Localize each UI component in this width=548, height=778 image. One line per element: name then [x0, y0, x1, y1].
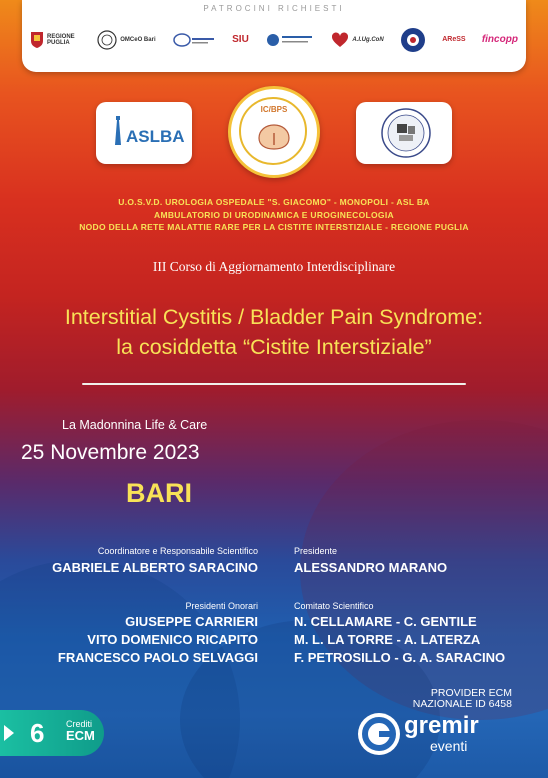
provider-info	[406, 688, 512, 710]
medical-society-logo-icon	[172, 32, 216, 48]
sponsor-omceo	[97, 30, 155, 50]
uro-society-icon	[400, 27, 426, 53]
gremir-name: gremir	[404, 712, 479, 739]
gremir-logo-icon	[358, 713, 400, 755]
institution-line: U.O.S.V.D. UROLOGIA OSPEDALE "S. GIACOMO" - MONOPOLI - ASL BA	[118, 197, 430, 207]
institution-block	[0, 196, 548, 234]
aress-label: AReSS	[442, 36, 466, 44]
provider-line-1: PROVIDER ECM	[430, 687, 512, 699]
sponsor-sigle	[172, 32, 216, 48]
institution-line: AMBULATORIO DI URODINAMICA E UROGINECOLOGIA	[154, 209, 394, 220]
president-label: Presidente	[294, 546, 338, 556]
sponsor-fincopp	[482, 35, 518, 46]
honorary-name: GIUSEPPE CARRIERI	[125, 614, 258, 629]
committee-label: Comitato Scientifico	[294, 601, 374, 611]
siu-label: SIU	[232, 33, 249, 45]
patrocini-label: PATROCINI RICHIESTI	[203, 4, 345, 13]
gremir-eventi: eventi	[430, 738, 468, 754]
sponsor-logos	[30, 18, 518, 62]
committee-name: M. L. LA TORRE - A. LATERZA	[294, 632, 481, 647]
omceo-label: OMCeO Bari	[120, 36, 156, 43]
sponsor-regione-puglia	[30, 31, 81, 49]
regione-label: REGIONE PUGLIA	[47, 33, 75, 46]
title-line-1: Interstitial Cystitis / Bladder Pain Syndrome:	[64, 305, 484, 329]
credit-text	[66, 718, 95, 743]
sponsor-aiucg	[331, 32, 383, 48]
sponsor-circle-logo	[400, 27, 426, 53]
title-underline	[82, 383, 466, 385]
diagnostic-seal-icon	[380, 107, 432, 159]
coordinator-label: Coordinatore e Responsabile Scientifico	[97, 546, 258, 556]
asl-logo-card	[96, 102, 192, 164]
title-line-2: la cosiddetta “Cistite Interstiziale”	[116, 335, 432, 359]
sponsor-bar	[22, 0, 526, 72]
society-emblem-icon	[265, 32, 315, 48]
venue: La Madonnina Life & Care	[62, 418, 208, 432]
credit-number: 6	[30, 718, 45, 748]
course-subtitle: III Corso di Aggiornamento Interdisciplinare	[152, 259, 396, 274]
coordinator-name: GABRIELE ALBERTO SARACINO	[52, 560, 258, 575]
president-name: ALESSANDRO MARANO	[294, 560, 448, 575]
sponsor-society	[265, 32, 315, 48]
institution-line: NODO DELLA RETE MALATTIE RARE PER LA CISTITE INTERSTIZIALE - REGIONE PUGLIA	[79, 222, 469, 232]
omceo-seal-icon	[97, 30, 117, 50]
honorary-name: VITO DOMENICO RICAPITO	[87, 632, 258, 647]
icbps-logo-text: IC/BPS	[260, 105, 288, 114]
credit-label: Crediti	[66, 719, 93, 729]
credit-ecm: ECM	[66, 728, 95, 743]
fincopp-label: fincopp	[481, 33, 518, 45]
arrow-icon	[4, 725, 14, 741]
bladder-icon	[257, 123, 291, 151]
honorary-name: FRANCESCO PAOLO SELVAGGI	[57, 650, 258, 665]
provider-line-2: NAZIONALE ID 6458	[412, 698, 512, 710]
aiucg-label: A.I.Ug.CoN	[352, 36, 384, 43]
asl-logo-text: ASLBA	[126, 127, 185, 146]
honorary-names	[58, 613, 258, 667]
sponsor-aress	[442, 36, 465, 43]
event-date: 25 Novembre 2023	[21, 441, 200, 464]
committee-name: F. PETROSILLO - G. A. SARACINO	[294, 650, 506, 665]
lighthouse-icon	[112, 116, 124, 146]
regione-crest-icon	[30, 31, 44, 49]
event-title	[0, 302, 548, 362]
committee-name: N. CELLAMARE - C. GENTILE	[294, 614, 477, 629]
committee-names	[294, 613, 505, 667]
sponsor-siu	[232, 35, 249, 46]
ecm-credits-badge	[0, 710, 104, 756]
icbps-logo	[228, 86, 320, 178]
heart-emblem-icon	[331, 32, 349, 48]
event-city: BARI	[126, 478, 192, 508]
honorary-label: Presidenti Onorari	[185, 601, 258, 611]
imaging-logo-card	[356, 102, 452, 164]
